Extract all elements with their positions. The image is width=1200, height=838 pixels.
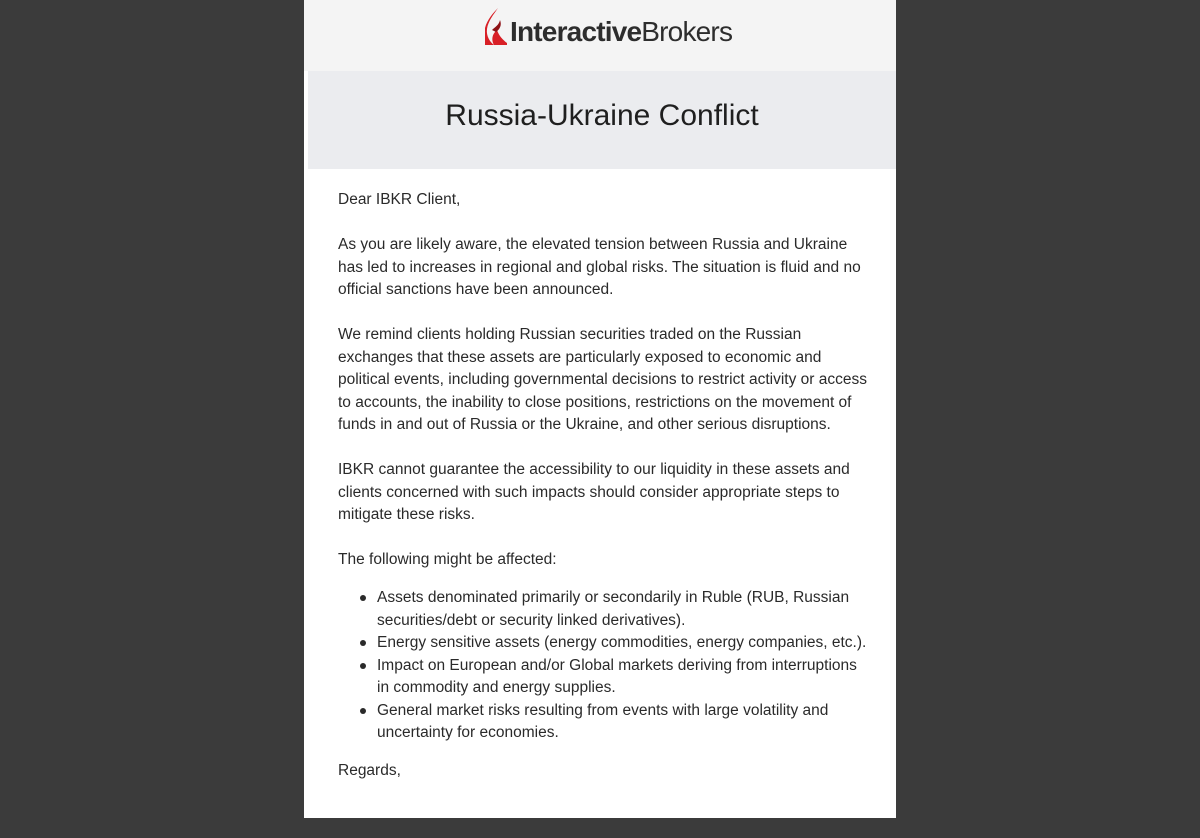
affected-list	[338, 587, 868, 745]
closing: Regards,	[338, 761, 401, 779]
title-banner	[308, 71, 896, 169]
paragraph-2: We remind clients holding Russian securities traded on the Russian exchanges that these assets are particularly exposed to economic and political events, including governmental decisions to restrict activity or access to accounts, the inability to close positions, restrictions on the movement of funds in and out of Russia or the Ukraine, and other serious disruptions.	[338, 326, 867, 433]
paragraph-3: IBKR cannot guarantee the accessibility to our liquidity in these assets and clients concerned with such impacts should consider appropriate steps to mitigate these risks.	[338, 461, 850, 523]
paragraph-4: The following might be affected:	[338, 551, 557, 568]
email-body	[338, 189, 868, 805]
list-item: General market risks resulting from events with large volatility and uncertainty for economies.	[377, 700, 868, 745]
interactive-brokers-logo	[484, 9, 732, 49]
logo-word-brokers: Brokers	[641, 16, 733, 47]
email-message	[304, 0, 896, 818]
greeting: Dear IBKR Client,	[338, 191, 461, 208]
logo-header	[304, 0, 896, 71]
email-title: Russia-Ukraine Conflict	[445, 99, 759, 132]
logo-wordmark	[510, 18, 732, 46]
list-item: Assets denominated primarily or secondarily in Ruble (RUB, Russian securities/debt or security linked derivatives).	[377, 587, 868, 632]
brokers-flame-icon	[484, 8, 508, 46]
list-item: Energy sensitive assets (energy commodities, energy companies, etc.).	[377, 632, 868, 655]
logo-word-interactive: Interactive	[510, 16, 642, 47]
paragraph-1: As you are likely aware, the elevated tension between Russia and Ukraine has led to increases in regional and global risks. The situation is fluid and no official sanctions have been announced.	[338, 236, 861, 298]
list-item: Impact on European and/or Global markets deriving from interruptions in commodity and energy supplies.	[377, 655, 868, 700]
